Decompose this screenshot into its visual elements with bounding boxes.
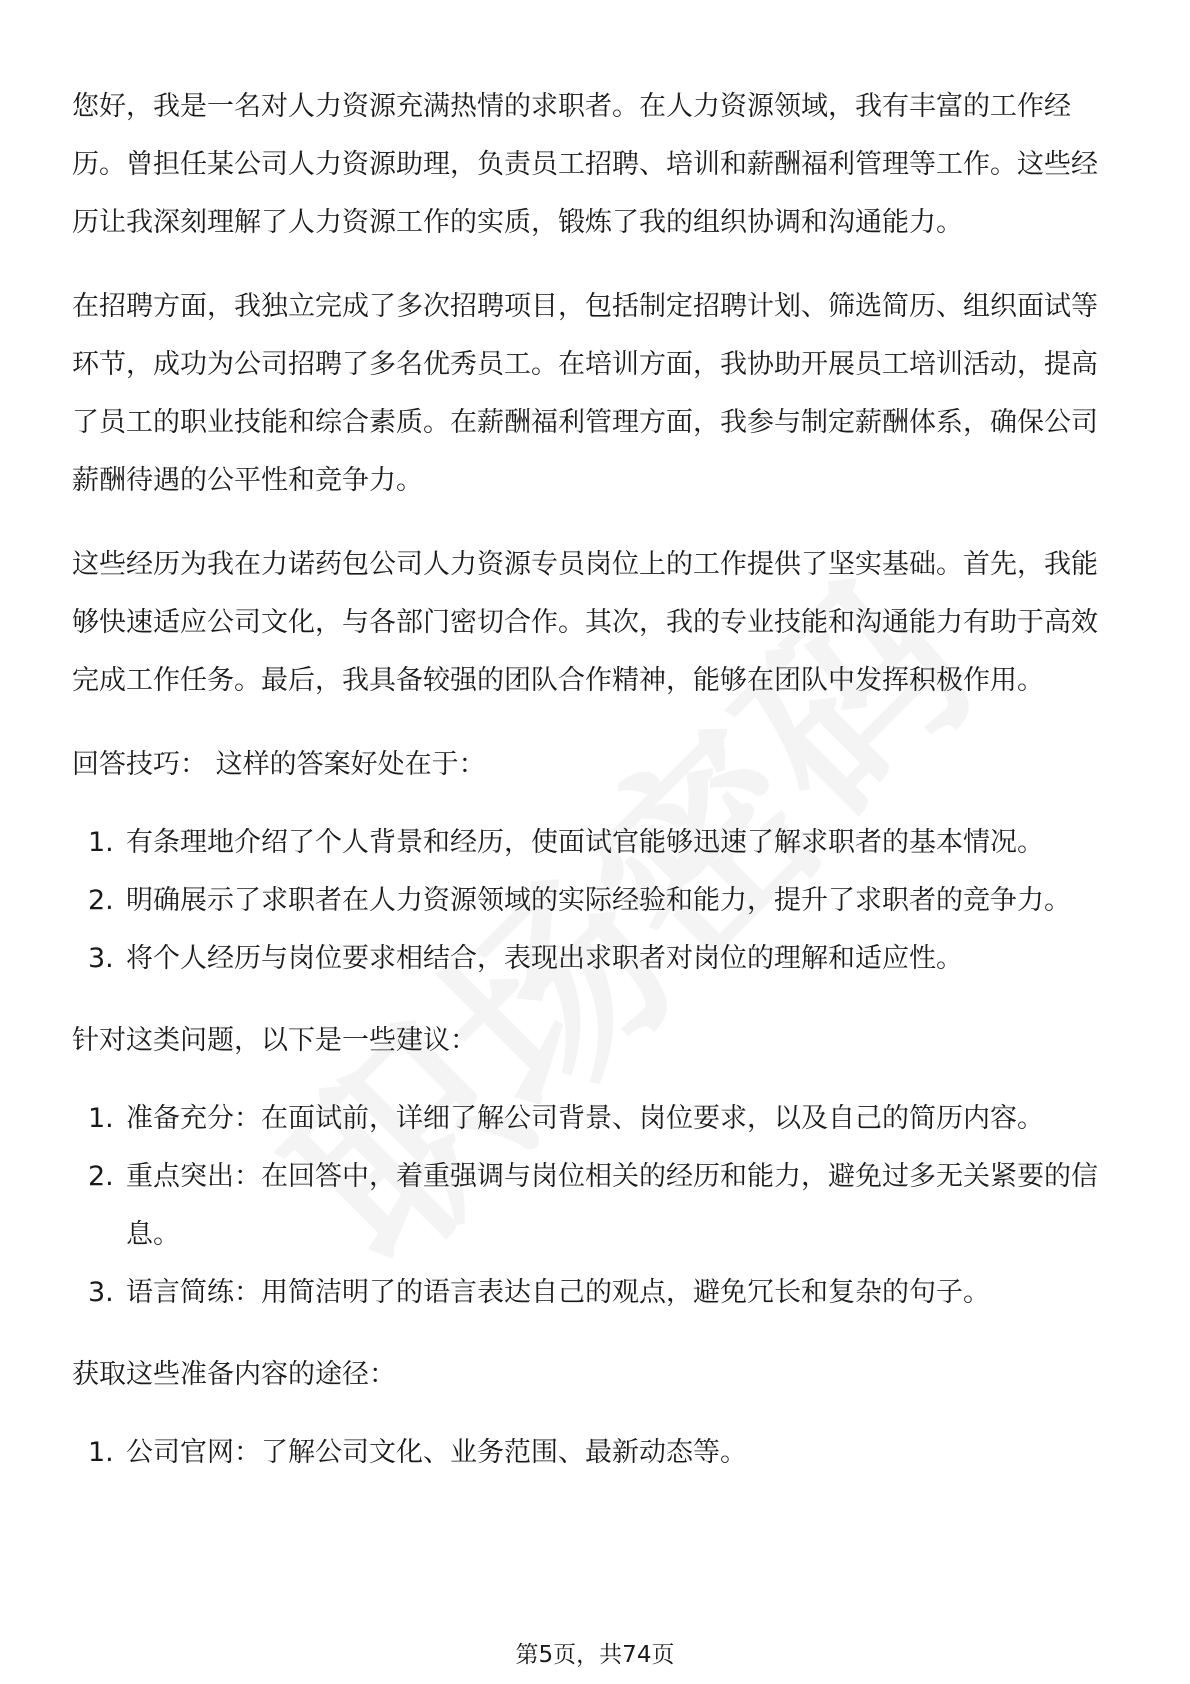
list-item xyxy=(72,1424,1118,1482)
list-item-text: 明确展示了求职者在人力资源领域的实际经验和能力，提升了求职者的竞争力。 xyxy=(126,885,1071,916)
sources-list xyxy=(72,1424,1118,1482)
paragraph-experience: 在招聘方面，我独立完成了多次招聘项目，包括制定招聘计划、筛选简历、组织面试等环节，成功为公司招聘了多名优秀员工。在培训方面，我协助开展员工培训活动，提高了员工的职业技能和综合素质。在薪酬福利管理方面，我参与制定薪酬体系，确保公司薪酬待遇的公平性和竞争力。 xyxy=(72,291,1098,496)
list-item-text: 将个人经历与岗位要求相结合，表现出求职者对岗位的理解和适应性。 xyxy=(126,943,963,974)
paragraph-intro: 您好，我是一名对人力资源充满热情的求职者。在人力资源领域，我有丰富的工作经历。曾担任某公司人力资源助理，负责员工招聘、培训和薪酬福利管理等工作。这些经历让我深刻理解了人力资源工作的实质，锻炼了我的组织协调和沟通能力。 xyxy=(72,91,1098,238)
list-item xyxy=(72,872,1118,930)
list-item-text: 准备充分：在面试前，详细了解公司背景、岗位要求，以及自己的简历内容。 xyxy=(126,1103,1044,1134)
paragraph-fit: 这些经历为我在力诺药包公司人力资源专员岗位上的工作提供了坚实基础。首先，我能够快速适应公司文化，与各部门密切合作。其次，我的专业技能和沟通能力有助于高效完成工作任务。最后，我具备较强的团队合作精神，能够在团队中发挥积极作用。 xyxy=(72,549,1098,696)
page-content xyxy=(72,78,1118,1506)
suggestions-list xyxy=(72,1090,1118,1322)
page-number-footer: 第5页，共74页 xyxy=(515,1642,675,1668)
suggestions-heading: 针对这类问题，以下是一些建议： xyxy=(72,1025,477,1056)
list-number: 1. xyxy=(88,1437,114,1468)
list-item xyxy=(72,1264,1118,1322)
list-item xyxy=(72,930,1118,988)
list-number: 2. xyxy=(88,885,114,916)
list-item xyxy=(72,1090,1118,1148)
sources-heading: 获取这些准备内容的途径： xyxy=(72,1359,396,1390)
list-number: 1. xyxy=(88,1103,114,1134)
list-item-text: 有条理地介绍了个人背景和经历，使面试官能够迅速了解求职者的基本情况。 xyxy=(126,827,1044,858)
list-number: 3. xyxy=(88,1277,114,1308)
tips-heading: 回答技巧： 这样的答案好处在于： xyxy=(72,749,486,780)
list-number: 1. xyxy=(88,827,114,858)
list-item-text: 公司官网：了解公司文化、业务范围、最新动态等。 xyxy=(126,1437,747,1468)
list-item-text: 重点突出：在回答中，着重强调与岗位相关的经历和能力，避免过多无关紧要的信息。 xyxy=(126,1161,1098,1250)
list-number: 3. xyxy=(88,943,114,974)
list-item xyxy=(72,814,1118,872)
tips-list xyxy=(72,814,1118,988)
list-item-text: 语言简练：用简洁明了的语言表达自己的观点，避免冗长和复杂的句子。 xyxy=(126,1277,990,1308)
list-item xyxy=(72,1148,1118,1264)
list-number: 2. xyxy=(88,1161,114,1192)
